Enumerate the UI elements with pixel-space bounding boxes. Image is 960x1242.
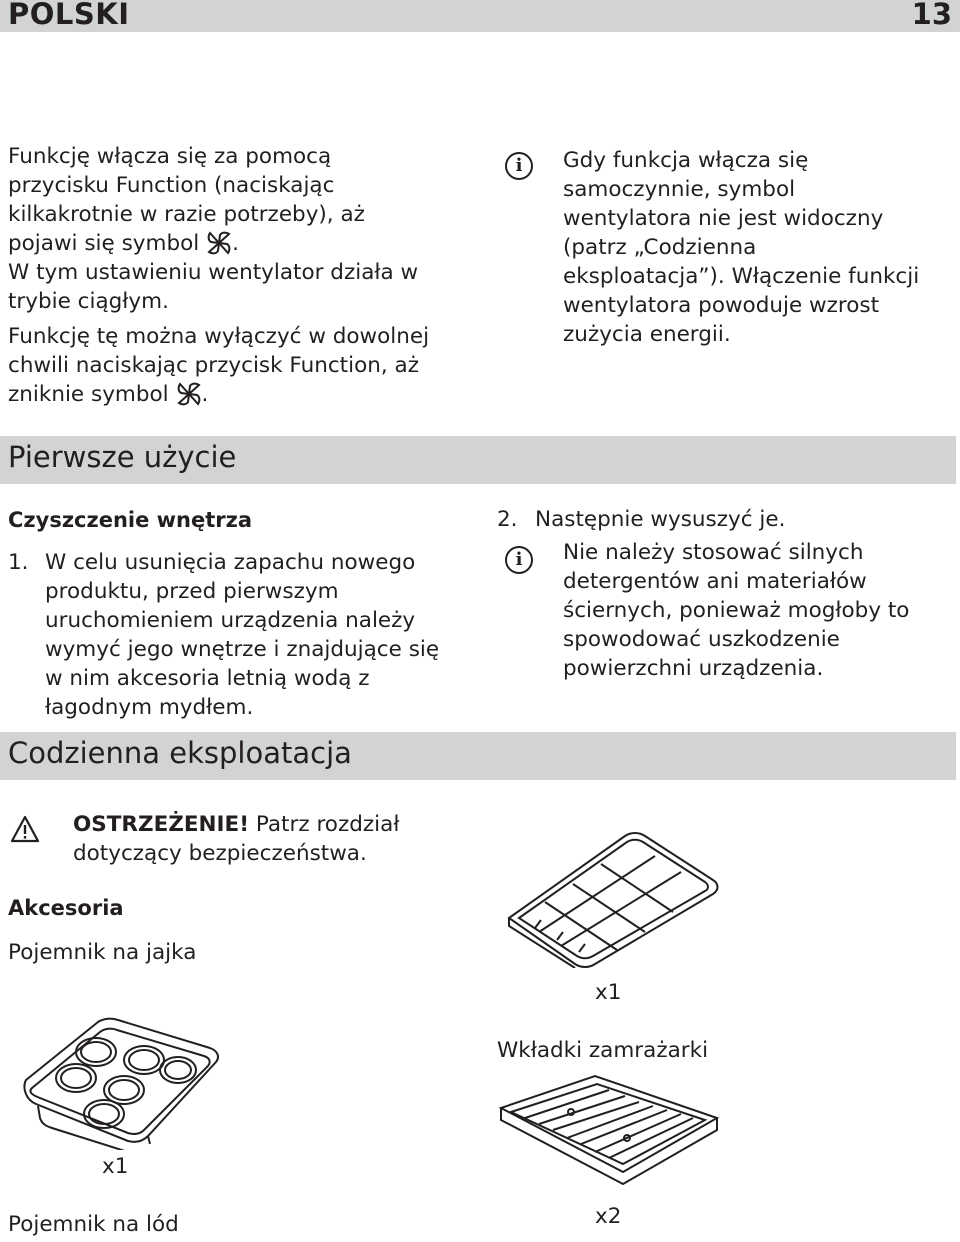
fan-on-paragraph: Funkcję włącza się za pomocą przycisku Function (naciskając kilkakrotnie w razie potrzeby), aż pojawi się symbol . [8,144,365,256]
fan-off-paragraph: Funkcję tę można wyłączyć w dowolnej chwili naciskając przycisk Function, aż zniknie symbol . [8,324,430,407]
fan-note: Gdy funkcja włącza się samoczynnie, symbol wentylatora nie jest widoczny (patrz „Codzienna eksploatacja”). Włączenie funkcji wentylatora powoduje wzrost zużycia energii. [563,148,920,347]
egg-tray-quantity: x1 [102,1154,129,1179]
fan-continuous-paragraph: W tym ustawieniu wentylator działa w trybie ciągłym. [8,260,419,314]
egg-tray-label: Pojemnik na jajka [8,940,197,965]
fan-icon [206,230,232,256]
step-2-number: 2. [497,507,518,532]
fan-function-text [8,142,438,409]
warning-text: OSTRZEŻENIE! Patrz rozdział dotyczący bezpieczeństwa. [73,812,400,866]
step-2 [497,505,917,534]
cleaning-note: Nie należy stosować silnych detergentów ani materiałów ściernych, ponieważ mogłoby to spowodować uszkodzenie powierzchni urządzenia. [563,540,910,681]
step-1 [8,548,453,722]
ice-tray-label: Pojemnik na lód [8,1212,179,1237]
step-2-text: Następnie wysuszyć je. [535,507,786,532]
step-1-text: W celu usunięcia zapachu nowego produktu, przed pierwszym uruchomieniem urządzenia należy wymyć jego wnętrze i znajdujące się w nim akcesoria letnią wodą z łagodnym mydłem. [45,550,440,720]
page-header-bar [0,0,960,32]
ice-tray-quantity: x1 [595,980,622,1005]
freezer-insert-illustration [497,1072,722,1190]
step-1-number: 1. [8,550,29,575]
fan-icon [176,381,202,407]
info-icon: i [505,546,533,574]
freezer-inserts-quantity: x2 [595,1204,622,1229]
warning-label: OSTRZEŻENIE! [73,812,250,837]
section-title-daily-use: Codzienna eksploatacja [8,736,352,770]
info-icon: i [505,152,533,180]
warning-triangle-icon [10,815,40,843]
ice-tray-illustration [505,828,725,968]
freezer-inserts-label: Wkładki zamrażarki [497,1038,709,1063]
egg-tray-illustration [18,1010,228,1150]
accessories-heading: Akcesoria [8,896,124,920]
section-title-first-use: Pierwsze użycie [8,440,237,474]
cleaning-subheading: Czyszczenie wnętrza [8,508,253,532]
page-number: 13 [911,0,952,31]
header-language: POLSKI [8,0,130,31]
